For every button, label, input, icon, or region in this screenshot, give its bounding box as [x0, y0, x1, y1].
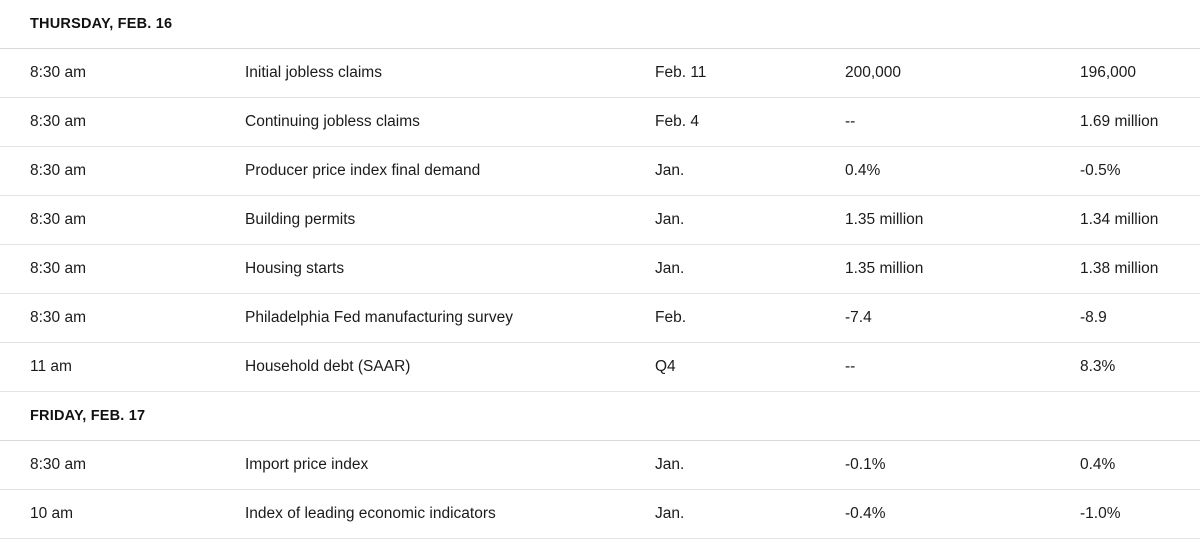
event-forecast: 0.4%	[845, 162, 881, 179]
event-time: 10 am	[30, 505, 74, 522]
event-actual: 0.4%	[1080, 456, 1116, 473]
table-row[interactable]	[0, 490, 1200, 539]
event-actual: 1.69 million	[1080, 113, 1159, 130]
event-report: Housing starts	[245, 260, 345, 277]
event-actual: -1.0%	[1080, 505, 1121, 522]
event-period: Jan.	[655, 456, 685, 473]
table-row[interactable]	[0, 441, 1200, 490]
event-time: 11 am	[30, 358, 72, 375]
event-report: Household debt (SAAR)	[245, 358, 411, 375]
event-period: Q4	[655, 358, 676, 375]
event-report: Building permits	[245, 211, 356, 228]
event-period: Jan.	[655, 211, 685, 228]
event-report: Initial jobless claims	[245, 64, 382, 81]
event-period: Feb.	[655, 309, 687, 326]
event-actual: 8.3%	[1080, 358, 1116, 375]
table-row[interactable]	[0, 147, 1200, 196]
event-report: Continuing jobless claims	[245, 113, 420, 130]
table-row[interactable]	[0, 343, 1200, 392]
event-report: Philadelphia Fed manufacturing survey	[245, 309, 513, 326]
event-forecast: -0.4%	[845, 505, 886, 522]
event-actual: 196,000	[1080, 64, 1137, 81]
event-forecast: --	[845, 113, 856, 130]
event-actual: 1.34 million	[1080, 211, 1159, 228]
event-forecast: 1.35 million	[845, 211, 924, 228]
event-time: 8:30 am	[30, 113, 87, 130]
table-row[interactable]	[0, 245, 1200, 294]
event-forecast: 200,000	[845, 64, 902, 81]
event-forecast: --	[845, 358, 856, 375]
event-time: 8:30 am	[30, 211, 87, 228]
event-period: Jan.	[655, 162, 685, 179]
table-row[interactable]	[0, 294, 1200, 343]
event-period: Jan.	[655, 260, 685, 277]
event-report: Index of leading economic indicators	[245, 505, 496, 522]
event-time: 8:30 am	[30, 260, 87, 277]
event-time: 8:30 am	[30, 162, 87, 179]
table-row[interactable]	[0, 49, 1200, 98]
day-header-row	[0, 0, 1200, 49]
event-actual: 1.38 million	[1080, 260, 1159, 277]
event-actual: -0.5%	[1080, 162, 1121, 179]
day-header-label: THURSDAY, FEB. 16	[30, 16, 173, 32]
event-forecast: -0.1%	[845, 456, 886, 473]
event-period: Feb. 11	[655, 64, 707, 81]
event-report: Import price index	[245, 456, 369, 473]
event-period: Jan.	[655, 505, 685, 522]
event-report: Producer price index final demand	[245, 162, 481, 179]
day-header-label: FRIDAY, FEB. 17	[30, 408, 146, 424]
event-forecast: 1.35 million	[845, 260, 924, 277]
event-period: Feb. 4	[655, 113, 699, 130]
table-row[interactable]	[0, 98, 1200, 147]
table-row[interactable]	[0, 196, 1200, 245]
event-actual: -8.9	[1080, 309, 1107, 326]
event-time: 8:30 am	[30, 456, 87, 473]
day-header-row	[0, 392, 1200, 441]
event-time: 8:30 am	[30, 64, 87, 81]
event-forecast: -7.4	[845, 309, 872, 326]
event-time: 8:30 am	[30, 309, 87, 326]
